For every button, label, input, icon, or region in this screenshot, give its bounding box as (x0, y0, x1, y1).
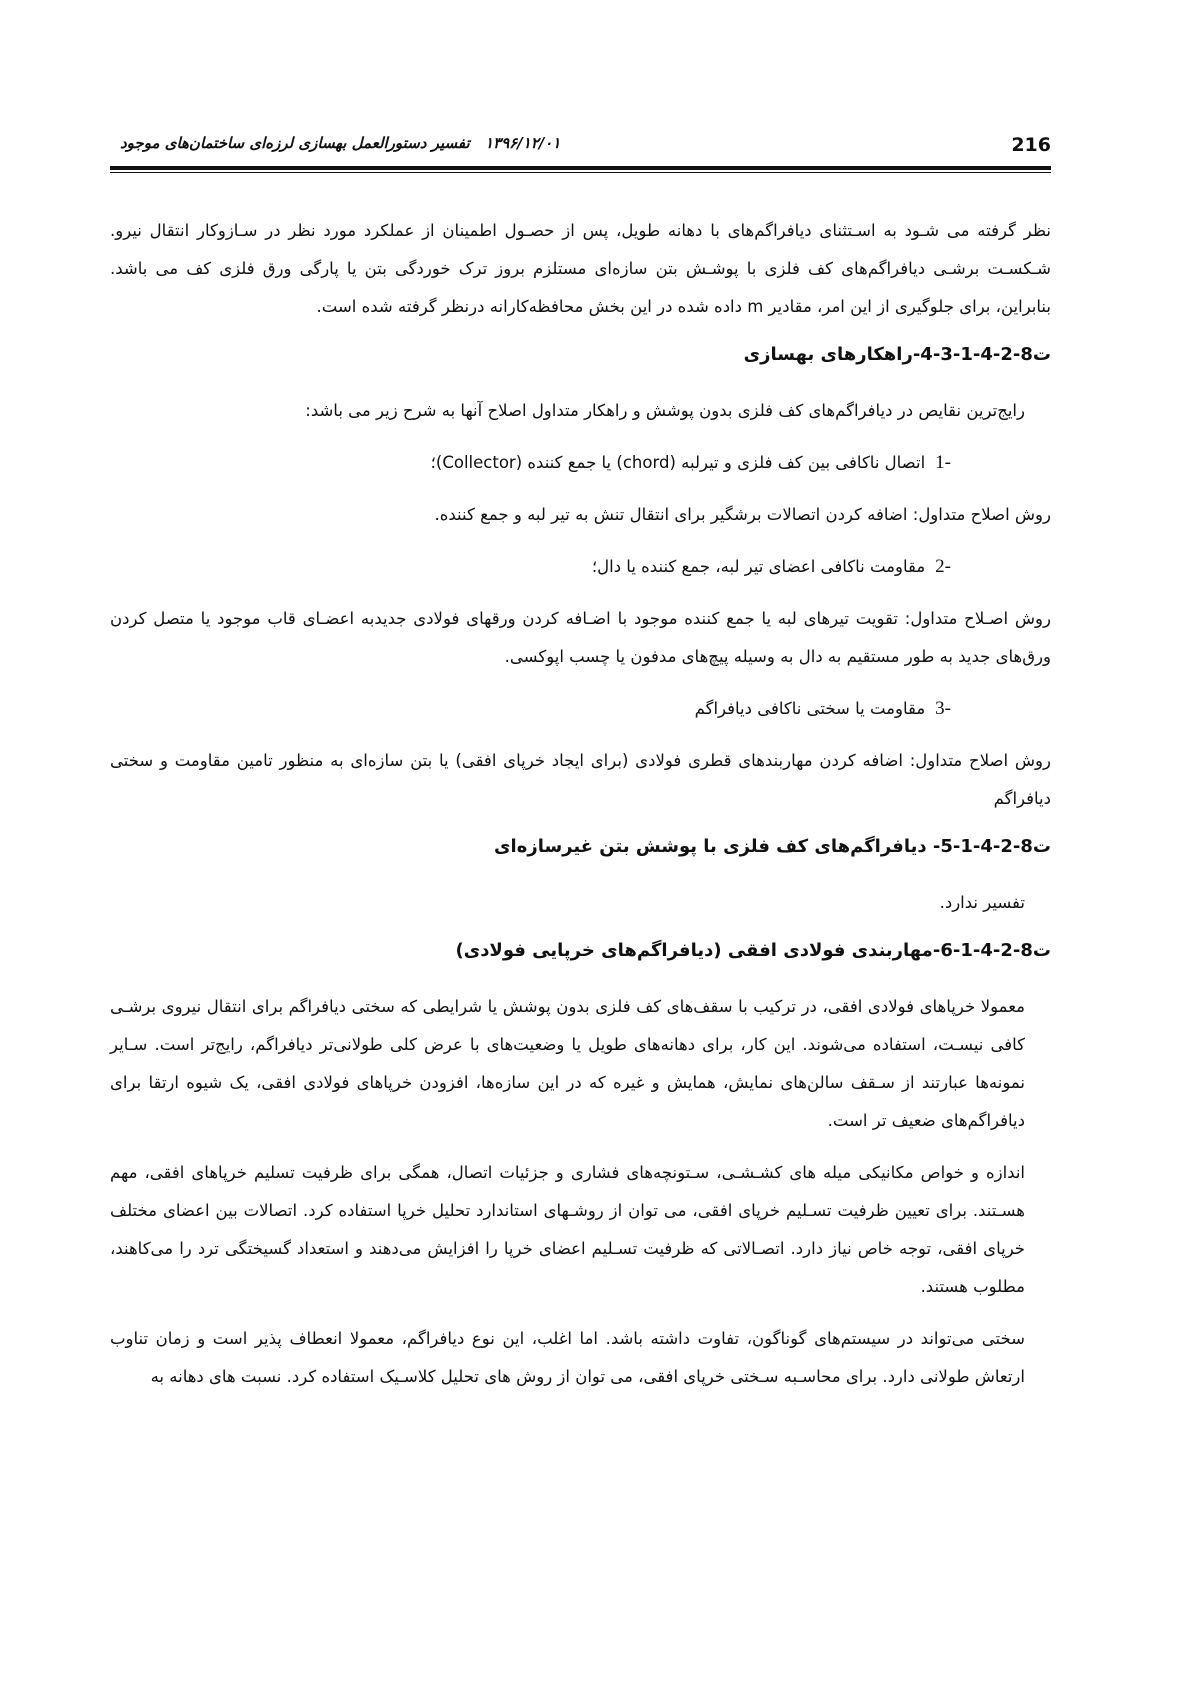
header-rule-thin (110, 172, 1051, 173)
header-date: ۱۳۹۶/۱۲/۰۱ (485, 134, 561, 152)
paragraph-remedy-3: روش اصلاح متداول: اضافه کردن مهاربندهای قطری فولادی (برای ایجاد خرپای افقی) یا بتن سازه‌ای به منظور تامین مقاومت و سختی دیافراگم (110, 751, 1051, 808)
header-title: تفسیر دستورالعمل بهسازی لرزه‌ای ساختمان‌های موجود (120, 134, 470, 152)
list-item-text: مقاومت ناکافی اعضای تیر لبه، جمع کننده یا دال؛ (591, 557, 926, 576)
page-header (110, 128, 1051, 168)
list-item-number: -3 (935, 698, 951, 719)
list-item-3 (110, 690, 1051, 728)
section-heading-retrofit: ت8-2-4-1-3-4-راهکارهای بهسازی (743, 344, 1051, 365)
section-heading-horizontal-bracing: ت8-2-4-1-6-مهاربندی فولادی افقی (دیافراگم‌های خرپایی فولادی) (455, 940, 1051, 961)
paragraph-remedy-1: روش اصلاح متداول: اضافه کردن اتصالات برشگیر برای انتقال تنش به تیر لبه و جمع کننده. (434, 505, 1051, 524)
list-item-number: -1 (935, 452, 951, 473)
list-item-text: اتصال ناکافی بین کف فلزی و تیرلبه (chord) یا جمع کننده (Collector)؛ (430, 453, 926, 472)
section-heading-nonstructural: ت8-2-4-1-5- دیافراگم‌های کف فلزی با پوشش بتن غیرسازه‌ای (494, 836, 1051, 857)
paragraph-properties: اندازه و خواص مکانیکی میله های کشـشـی، سـتونچه‌های فشاری و جزئیات اتصال، همگی برای ظرفیت تسلیم خرپاهای افقی، مهم هسـتند. برای تعیین ظرفیت تسـلیم خرپای افقی، می توان از روشـهای استاندارد تحلیل خرپا استفاده کرد. اتصالات بین اعضای مختلف خرپای افقی، توجه خاص نیاز دارد. اتصـالاتی که ظرفیت تسـلیم اعضای خرپا را افزایش می‌دهند و استعداد گسیختگی ترد را می‌کاهند، مطلوب هستند. (110, 1163, 1025, 1296)
list-item-1 (110, 444, 1051, 482)
list-item-number: -2 (935, 556, 951, 577)
page-body (110, 212, 1051, 1410)
paragraph-remedy-2: روش اصـلاح متداول: تقویت تیرهای لبه یا جمع کننده موجود با اضـافه کردن ورقهای فولادی جدیدبه اعضـای قاب موجود یا متصل کردن ورق‌های جدید به طور مستقیم به دال به وسیله پیچ‌های مدفون یا چسب اپوکسی. (110, 609, 1051, 666)
paragraph-deficiencies: رایج‌ترین نقایص در دیافراگم‌های کف فلزی بدون پوشش و راهکار متداول اصلاح آنها به شرح زیر می باشد: (305, 401, 1025, 420)
paragraph-no-commentary: تفسیر ندارد. (939, 893, 1025, 912)
paragraph-trusses: معمولا خرپاهای فولادی افقی، در ترکیب با سقف‌های کف فلزی بدون پوشش یا شرایطی که سختی دیافراگم برای انتقال نیروی برشـی کافی نیسـت، استفاده می‌شوند. این کار، برای دهانه‌های طویل یا وضعیت‌های با عرض کلی طولانی‌تر دیافراگم، رایج‌تر است. سـایر نمونه‌ها عبارتند از سـقف سالن‌های نمایش، همایش و غیره که در این سازه‌ها، افزودن خرپاهای فولادی افقی، یک شیوه ارتقا برای دیافراگم‌های ضعیف تر است. (110, 997, 1025, 1130)
page-number: 216 (1011, 134, 1051, 156)
paragraph-stiffness: سختی می‌تواند در سیستم‌های گوناگون، تفاوت داشته باشد. اما اغلب، این نوع دیافراگم، معمولا انعطاف پذیر است و زمان تناوب ارتعاش طولانی دارد. برای محاسـبه سـختی خرپای افقی، می توان از روش های تحلیل کلاسـیک استفاده کرد. نسبت های دهانه به (110, 1329, 1025, 1386)
list-item-text: مقاومت یا سختی ناکافی دیافراگم (694, 699, 926, 718)
list-item-2 (110, 548, 1051, 586)
paragraph-intro: نظر گرفته می شـود به اسـتثنای دیافراگم‌های با دهانه طویل، پس از حصـول اطمینان از عملکرد مورد نظر در سـازوکار انتقال نیرو. شـکسـت برشـی دیافراگم‌های کف فلزی با پوشـش بتن سازه‌ای مستلزم بروز ترک خوردگی بتن یا پارگی ورق فلزی کف می باشد. بنابراین، برای جلوگیری از این امر، مقادیر m داده شده در این بخش محافظه‌کارانه درنظر گرفته شده است. (110, 221, 1051, 316)
header-rule-thick (110, 166, 1051, 170)
